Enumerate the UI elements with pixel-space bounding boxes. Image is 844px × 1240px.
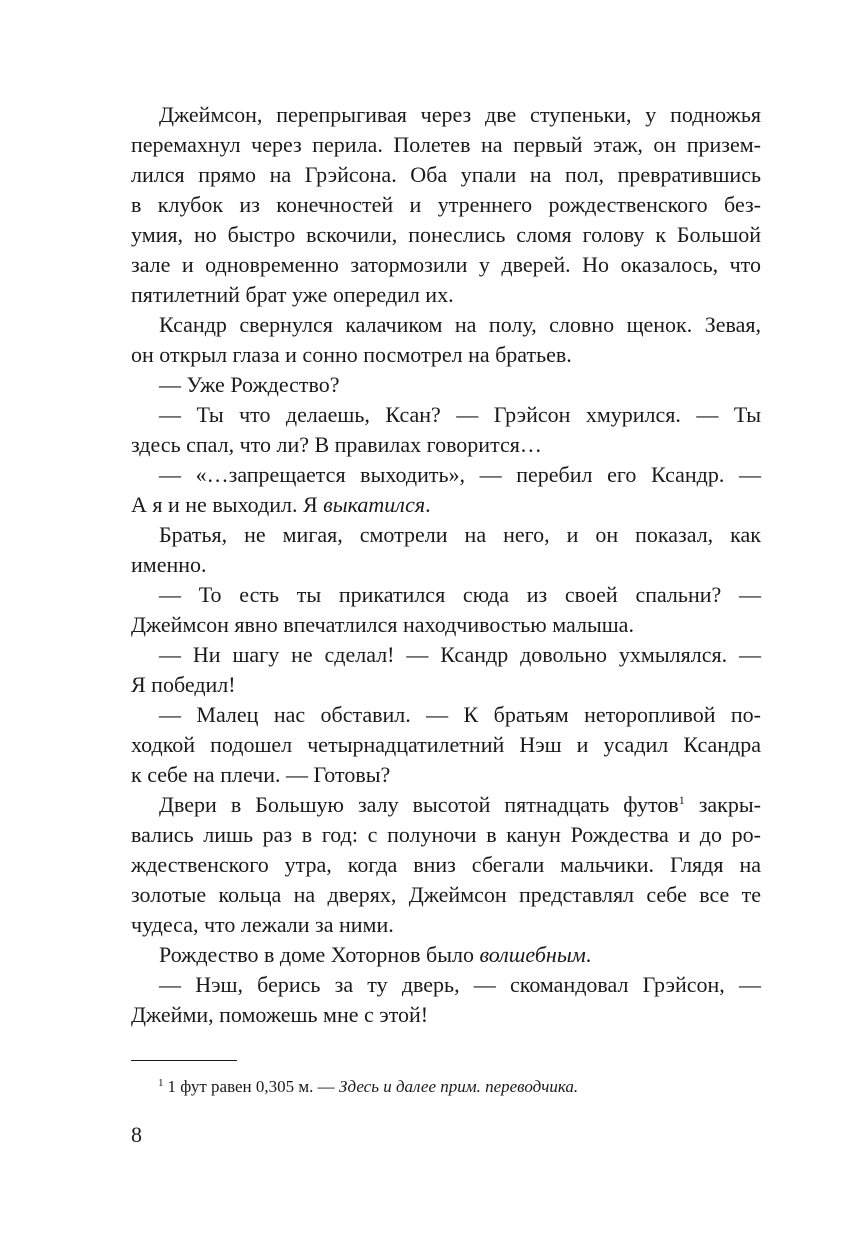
text-line: Джеймсон, перепрыгивая через две ступеньки, у подножья — [159, 102, 761, 127]
footnote-text: 1 фут равен 0,305 м. — — [167, 1077, 339, 1096]
text-line — [131, 790, 761, 820]
text-line: пятилетний брат уже опередил их. — [131, 282, 454, 307]
text-line: Джеймсон явно впечатлился находчивостью малыша. — [131, 612, 634, 637]
text-line: ходкой подошел четырнадцатилетний Нэш и усадил Ксандра — [131, 732, 761, 757]
text-line: Я победил! — [131, 672, 236, 697]
text-line: ждественского утра, когда вниз сбегали мальчики. Глядя на — [131, 852, 761, 877]
text-line: Джейми, поможешь мне с этой! — [131, 1002, 429, 1027]
text-run: . — [585, 942, 592, 967]
main-text — [131, 100, 761, 1030]
text-line: — Уже Рождество? — [159, 372, 340, 397]
text-line: Братья, не мигая, смотрели на него, и он показал, как — [159, 522, 761, 547]
text-line: — Нэш, берись за ту дверь, — скомандовал Грэйсон, — — [159, 972, 761, 997]
text-line: здесь спал, что ли? В правилах говорится… — [131, 432, 542, 457]
italic-emphasis: волшебным — [479, 942, 586, 967]
text-line: лился прямо на Грэйсона. Оба упали на пол, превратившись — [131, 162, 761, 187]
text-line: он открыл глаза и сонно посмотрел на братьев. — [131, 342, 572, 367]
text-line: — Ты что делаешь, Ксан? — Грэйсон хмурился. — Ты — [159, 402, 761, 427]
text-line: — Малец нас обставил. — К братьям неторопливой по- — [159, 702, 761, 727]
italic-emphasis: выкатился — [323, 492, 426, 517]
text-line: золотые кольца на дверях, Джеймсон представлял себе все те — [131, 882, 761, 907]
text-line: именно. — [131, 552, 207, 577]
text-line: к себе на плечи. — Готовы? — [131, 762, 391, 787]
text-line: умия, но быстро вскочили, понеслись сломя голову к Большой — [131, 222, 761, 247]
text-line: — «…запрещается выходить», — перебил его Ксандр. — — [159, 462, 761, 487]
page-number: 8 — [131, 1122, 142, 1147]
text-line: Ксандр свернулся калачиком на полу, словно щенок. Зевая, — [159, 312, 761, 337]
footnote-reference: 1 — [678, 793, 685, 807]
text-run: закры- — [684, 792, 761, 817]
text-line: чудеса, что лежали за ними. — [131, 912, 394, 937]
footnote-italic-text: Здесь и далее прим. переводчика. — [338, 1077, 579, 1096]
text-run: Рождество в доме Хоторнов было — [159, 942, 480, 967]
text-line — [131, 940, 761, 970]
text-line: — Ни шагу не сделал! — Ксандр довольно ухмылялся. — — [159, 642, 761, 667]
text-run: А я и не выходил. Я — [131, 492, 324, 517]
text-line: перемахнул через перила. Полетев на первый этаж, он призем- — [131, 132, 761, 157]
text-line: в клубок из конечностей и утреннего рождественского без- — [131, 192, 761, 217]
footnote-divider — [131, 1060, 237, 1061]
text-line: зале и одновременно затормозили у дверей. Но оказалось, что — [131, 252, 761, 277]
text-run: Двери в Большую залу высотой пятнадцать футов — [159, 792, 679, 817]
footnote — [158, 1076, 578, 1098]
text-run: . — [425, 492, 431, 517]
text-line — [131, 490, 761, 520]
text-line: вались лишь раз в год: с полуночи в канун Рождества и до ро- — [131, 822, 761, 847]
text-line: — То есть ты прикатился сюда из своей спальни? — — [159, 582, 761, 607]
footnote-marker: 1 — [158, 1077, 164, 1089]
